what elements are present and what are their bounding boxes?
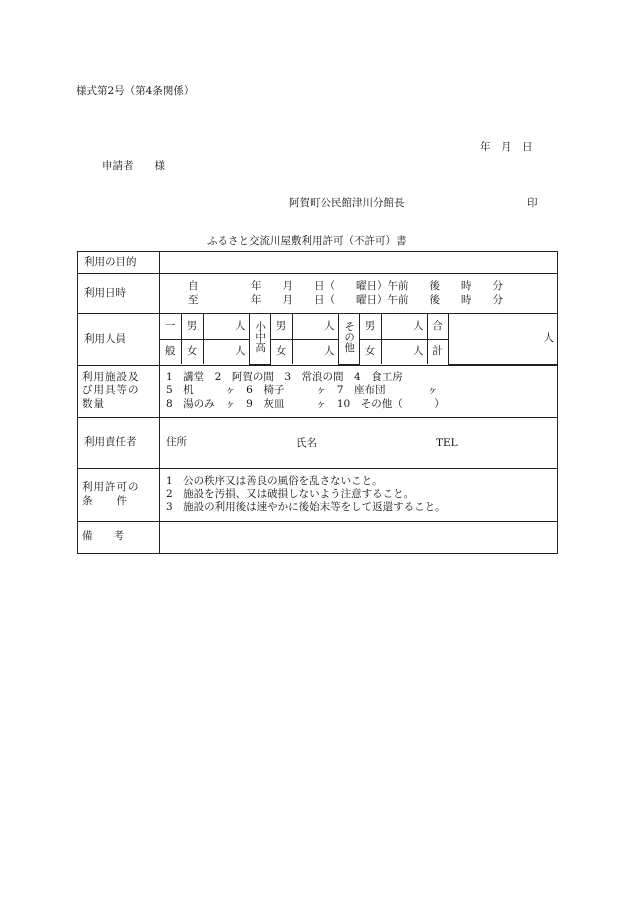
- users-subtable: [160, 314, 557, 365]
- other-female-label: 女: [359, 339, 381, 364]
- applicant: 申請者 様: [102, 160, 165, 172]
- remarks-field[interactable]: [160, 521, 558, 553]
- conditions-label-1: 利用許可の: [82, 481, 140, 494]
- address-label: 住所: [166, 435, 187, 448]
- total-bottom: 計: [427, 339, 448, 364]
- conditions-row: [78, 468, 558, 521]
- facility-label-1: 利用施設及: [82, 371, 140, 384]
- facility-line-3[interactable]: 8 湯のみ ヶ 9 灰皿 ヶ 10 その他（ ）: [166, 397, 445, 410]
- student-female-label: 女: [270, 339, 292, 364]
- form-number: 様式第2号（第4条関係）: [76, 85, 195, 97]
- other-label: [338, 314, 359, 364]
- student-female-count[interactable]: 人: [292, 339, 338, 364]
- condition-1: 1 公の秩序又は善良の風俗を乱さないこと。: [166, 474, 383, 487]
- issuer: 阿賀町公民館津川分館長: [289, 197, 405, 209]
- tel-label: TEL: [436, 436, 458, 449]
- users-row: [78, 314, 558, 366]
- general-male-count[interactable]: 人: [203, 314, 249, 339]
- other-label-text: その他: [343, 320, 356, 353]
- users-label: [78, 333, 159, 346]
- student-label-text: 小中高: [254, 320, 267, 353]
- remarks-row: [78, 521, 558, 553]
- purpose-label-text: 利用の目的: [84, 255, 137, 268]
- conditions-label-2: 条 件: [82, 494, 128, 507]
- responsible-label: [78, 436, 159, 449]
- datetime-from[interactable]: 自 年 月 日（ 曜日）午前 後 時 分: [188, 280, 503, 293]
- other-female-count[interactable]: 人: [381, 339, 427, 364]
- datetime-to[interactable]: 至 年 月 日（ 曜日）午前 後 時 分: [188, 293, 503, 306]
- responsible-label-text: 利用責任者: [84, 435, 137, 448]
- datetime-label: [78, 287, 159, 300]
- condition-2: 2 施設を汚損、又は破損しないよう注意すること。: [166, 487, 415, 500]
- general-female-label: 女: [181, 339, 203, 364]
- student-male-count[interactable]: 人: [292, 314, 338, 339]
- general-bottom: 般: [160, 339, 181, 364]
- purpose-field[interactable]: [160, 252, 558, 274]
- users-label-text: 利用人員: [84, 332, 126, 345]
- other-male-count[interactable]: 人: [381, 314, 427, 339]
- general-male-label: 男: [181, 314, 203, 339]
- page-title: ふるさと交流川屋敷利用許可（不許可）書: [207, 235, 407, 247]
- name-label: 氏名: [296, 436, 317, 449]
- student-label: [249, 314, 270, 364]
- facility-row: [78, 365, 558, 417]
- student-male-label: 男: [270, 314, 292, 339]
- general-female-count[interactable]: 人: [203, 339, 249, 364]
- facility-line-2[interactable]: 5 机 ヶ 6 椅子 ヶ 7 座布団 ヶ: [166, 384, 439, 397]
- condition-3: 3 施設の利用後は速やかに後始末等をして返還すること。: [166, 501, 446, 514]
- datetime-label-text: 利用日時: [84, 286, 126, 299]
- facility-label-3: 数量: [82, 397, 105, 410]
- permit-form-table: [77, 251, 558, 554]
- seal: 印: [527, 197, 538, 209]
- remarks-label: 備 考: [82, 530, 124, 543]
- responsible-row: [78, 417, 558, 468]
- date-line: 年 月 日: [480, 141, 533, 153]
- facility-line-1[interactable]: 1 講堂 2 阿賀の間 3 常浪の間 4 食工房: [166, 371, 403, 384]
- total-count[interactable]: 人: [448, 314, 557, 364]
- datetime-row: [78, 274, 558, 314]
- other-male-label: 男: [359, 314, 381, 339]
- total-top: 合: [427, 314, 448, 339]
- purpose-row: [78, 252, 558, 274]
- facility-label-2: び用具等の: [82, 384, 140, 397]
- purpose-label: [78, 256, 159, 269]
- general-top: 一: [160, 314, 181, 339]
